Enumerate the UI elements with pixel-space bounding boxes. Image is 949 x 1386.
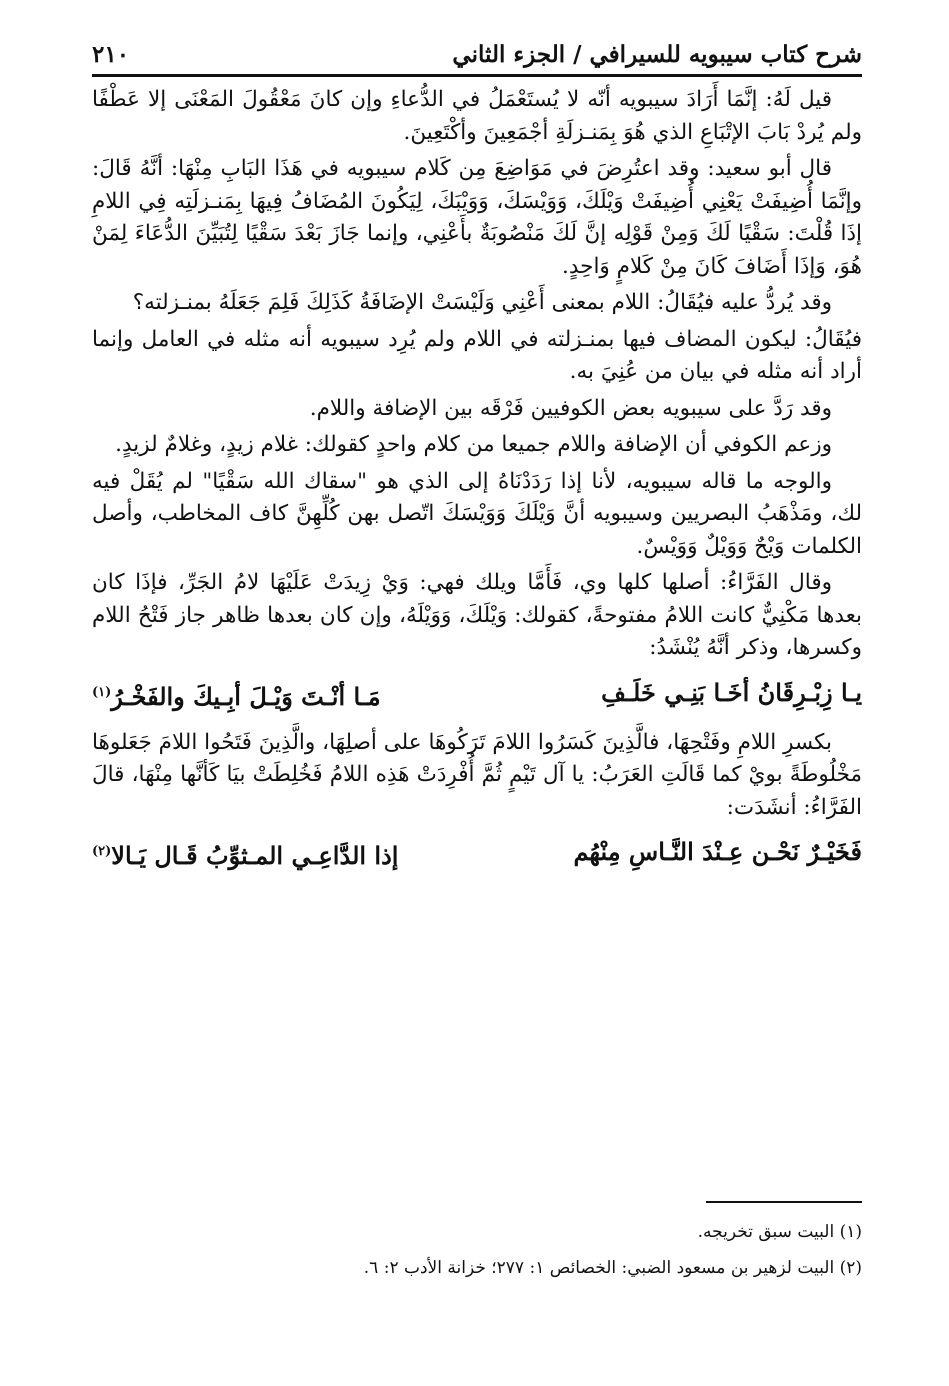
paragraph: وقال الفَرَّاءُ: أصلها كلها وي، فَأَمَّا ويلك فهي: وَيْ زِيدَتْ عَلَيْهَا لامُ الجَرِّ، فإذَا كان بعدها مَكْنِيٌّ كانت اللامُ مفتوحةً، كقولك: وَيْلَكَ، وَوَيْلَهُ، وإن كان بعدها ظاهر جاز فَتْحُ اللام وكسرها، وذكر أنَّهُ يُنْشَدُ: <box>92 570 862 660</box>
verse-second-hemistich: مَـا أنْـتَ وَيْـلَ أبِـيكَ والفَخْـرُ$^{(١)}$ <box>92 681 381 711</box>
footnote: (٢) البيت لزهير بن مسعود الضبي: الخصائص ١: ٢٧٧؛ خزانة الأدب ٢: ٦. <box>363 1258 862 1278</box>
footnote: (١) البيت سبق تخريجه. <box>697 1222 862 1242</box>
paragraph: وقد يُردُّ عليه فيُقَالُ: اللام بمعنى أَعْنِي وَلَيْسَتْ الإضَافَةُ كَذَلِكَ فَلِمَ جَعَلَهُ بمنـزلته؟ <box>132 290 832 315</box>
paragraph: والوجه ما قاله سيبويه، لأنا إذا رَدَدْنَاهُ إلى الذي هو "سقاك الله سَقْيًا" لم يُقَلْ فيه لك، ومَذْهَبُ البصريين وسيبويه أنَّ وَيْلَكَ وَوَيْسَكَ اتّصل بهن كُلِّهِنَّ كاف المخاطب، وأصل الكلمات وَيْحٌ وَوَيْلٌ وَوَيْسٌ. <box>92 468 862 559</box>
footnote-rule <box>706 1201 862 1203</box>
paragraph: وزعم الكوفي أن الإضافة واللام جميعا من كلام واحدٍ كقولك: غلام زيدٍ، وغلامٌ لزيدٍ. <box>115 432 832 457</box>
paragraph: قال أبو سعيد: وقد اعتُرِضَ في مَوَاضِعَ مِن كَلام سيبويه في هَذَا البَابِ مِنْهَا: أنَّهُ قَالَ: وإنَّمَا أُضِيفَتْ يَعْنِي أُضِيفَتْ وَيْلَكَ، وَوَيْسَكَ، وَوَيْبَكَ، لِيَكُونَ المُضَافُ فِيهَا بِمَنـزلَتِه فِي اللامِ إذَا قُلْتَ: سَقْيًا لَكَ وَمِنْ قَوْلِه إنَّ لَكَ مَنْصُوبَةٌ بأَعْنِي، وإنما جَازَ بَعْدَ سَقْيًا لِتُبَيِّنَ الدُّعَاءَ لِمَنْ هُوَ، وَإذَا أَضَافَ كَانَ مِنْ كَلامٍ وَاحِدٍ. <box>92 156 862 279</box>
header-rule <box>92 74 862 77</box>
footnote-mark: (١) <box>92 684 112 700</box>
poetry-verse-1 <box>92 671 862 719</box>
paragraph: فيُقَالُ: ليكون المضاف فيها بمنـزلته في اللام ولم يُرِد سيبويه أنه مثله في العامل وإنما أراد أنه مثله في بيان من عُنِيَ به. <box>92 326 862 384</box>
footnotes <box>92 1217 862 1289</box>
verse-first-hemistich: يـا زِبْـرِقَانُ أخَـا بَنِـي خَلَـفِ <box>601 677 862 707</box>
paragraph: بكسرِ اللامِ وفَتْحِهَا، فالَّذِينَ كَسَرُوا اللامَ تَرَكُوهَا على أصلِهَا، والَّذِينَ فَتَحُوا اللامَ جَعَلوهَا مَخْلُوطَةً بويْ كما قَالَتِ العَرَبُ: يا آل تَيْمٍ ثُمَّ أُفْرِدَتْ هَذِه اللامُ فَخُلِطَتْ بيَا كَأنَّها مِنْهَا، قالَ الفَرَّاءُ: أنشَدَت: <box>92 729 862 820</box>
paragraph: وقد رَدَّ على سيبويه بعض الكوفيين فَرْقَه بين الإضافة واللام. <box>309 395 832 421</box>
page-header <box>92 28 862 68</box>
page-number: ٢١٠ <box>92 41 130 68</box>
verse-first-hemistich: فَخَيْـرٌ نَحْـن عِـنْدَ النَّـاسِ مِنْهُم <box>573 837 862 866</box>
paragraph: قيل لَهُ: إنَّمَا أَرَادَ سيبويه أنّه لا يُستَعْمَلُ في الدُّعاءِ وإن كانَ مَعْقُولَ المَعْنَى إلا عَطْفًا ولم يُردْ بَابَ الإتْبَاعِ الذي هُوَ بِمَنـزلَةِ أجْمَعِينَ وأكْتَعِينَ. <box>92 87 862 145</box>
poetry-verse-2 <box>92 830 862 878</box>
running-title: شرح كتاب سيبويه للسيرافي / الجزء الثاني <box>452 41 862 68</box>
footnote-mark: (٢) <box>92 844 112 859</box>
main-text <box>92 84 862 886</box>
verse-second-hemistich: إذا الدَّاعِـي المـثوِّبُ قَـال يَـالا$^{(٢)}$ <box>92 841 399 870</box>
